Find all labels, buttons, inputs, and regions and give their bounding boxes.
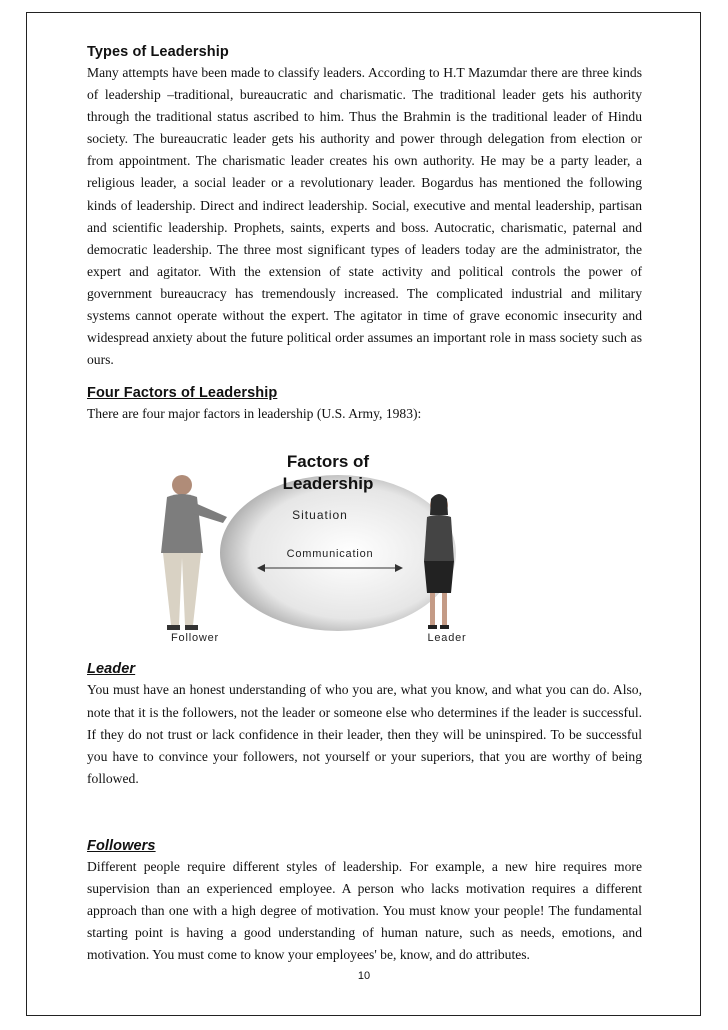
figure-title-line2: Leadership xyxy=(282,474,374,494)
paragraph-four-factors: There are four major factors in leadership (U.S. Army, 1983): xyxy=(87,406,422,422)
figure-illustration xyxy=(145,433,485,643)
communication-label: Communication xyxy=(286,548,374,561)
paragraph-followers: Different people require different styles of leadership. For example, a new hire requires more supervision than an experienced employee. A person who lacks motivation requires a different approach than one with a high degree of motivation. You must know your people! The fundamental starting point is having a good understanding of human nature, such as needs, emotions, and motivation. You must come to know your employees' be, know, and do attributes. xyxy=(87,858,642,963)
figure-title-line1: Factors of xyxy=(286,452,370,472)
page-number: 10 xyxy=(357,970,371,982)
page-content xyxy=(87,44,642,966)
factors-of-leadership-figure xyxy=(145,433,485,643)
paragraph-leader: You must have an honest understanding of who you are, what you know, and what you can do. Also, note that it is the followers, not the leader or someone else who determines if the leader is successful. If they do not trust or lack confidence in their leader, then they will be uninspired. To be successful you have to convince your followers, not yourself or your superiors, that you are worthy of being followed. xyxy=(87,682,642,786)
heading-followers: Followers xyxy=(87,837,156,854)
heading-four-factors: Four Factors of Leadership xyxy=(87,385,278,402)
heading-types-of-leadership: Types of Leadership xyxy=(87,44,229,60)
follower-person xyxy=(161,475,227,630)
paragraph-types-of-leadership: Many attempts have been made to classify leaders. According to H.T Mazumdar there are three kinds of leadership –traditional, bureaucratic and charismatic. The traditional leader gets his authority through the traditional status ascribed to him. Thus the Brahmin is the traditional leader of Hindu society. The bureaucratic leader gets his authority and power through delegation from election or from appointment. The charismatic leader creates his own authority. He may be a party leader, a religious leader, a social leader or a revolutionary leader. Bogardus has mentioned the following kinds of leadership. Direct and indirect leadership. Social, executive and mental leadership, partisan and scientific leadership. Prophets, saints, experts and boss. Autocratic, charismatic, paternal and democratic leadership. The three most significant types of leaders today are the administrator, the expert and agitator. With the extension of state activity and political controls the power of government bureaucracy has tremendously increased. The complicated industrial and military systems cannot operate without the expert. The agitator in time of grave economic insecurity and widespread anxiety about the future political order assumes an important role in mass society such as ours. xyxy=(87,65,642,368)
heading-leader: Leader xyxy=(87,661,136,678)
follower-label: Follower xyxy=(171,632,219,644)
leader-label: Leader xyxy=(427,632,467,644)
situation-label: Situation xyxy=(292,508,348,523)
